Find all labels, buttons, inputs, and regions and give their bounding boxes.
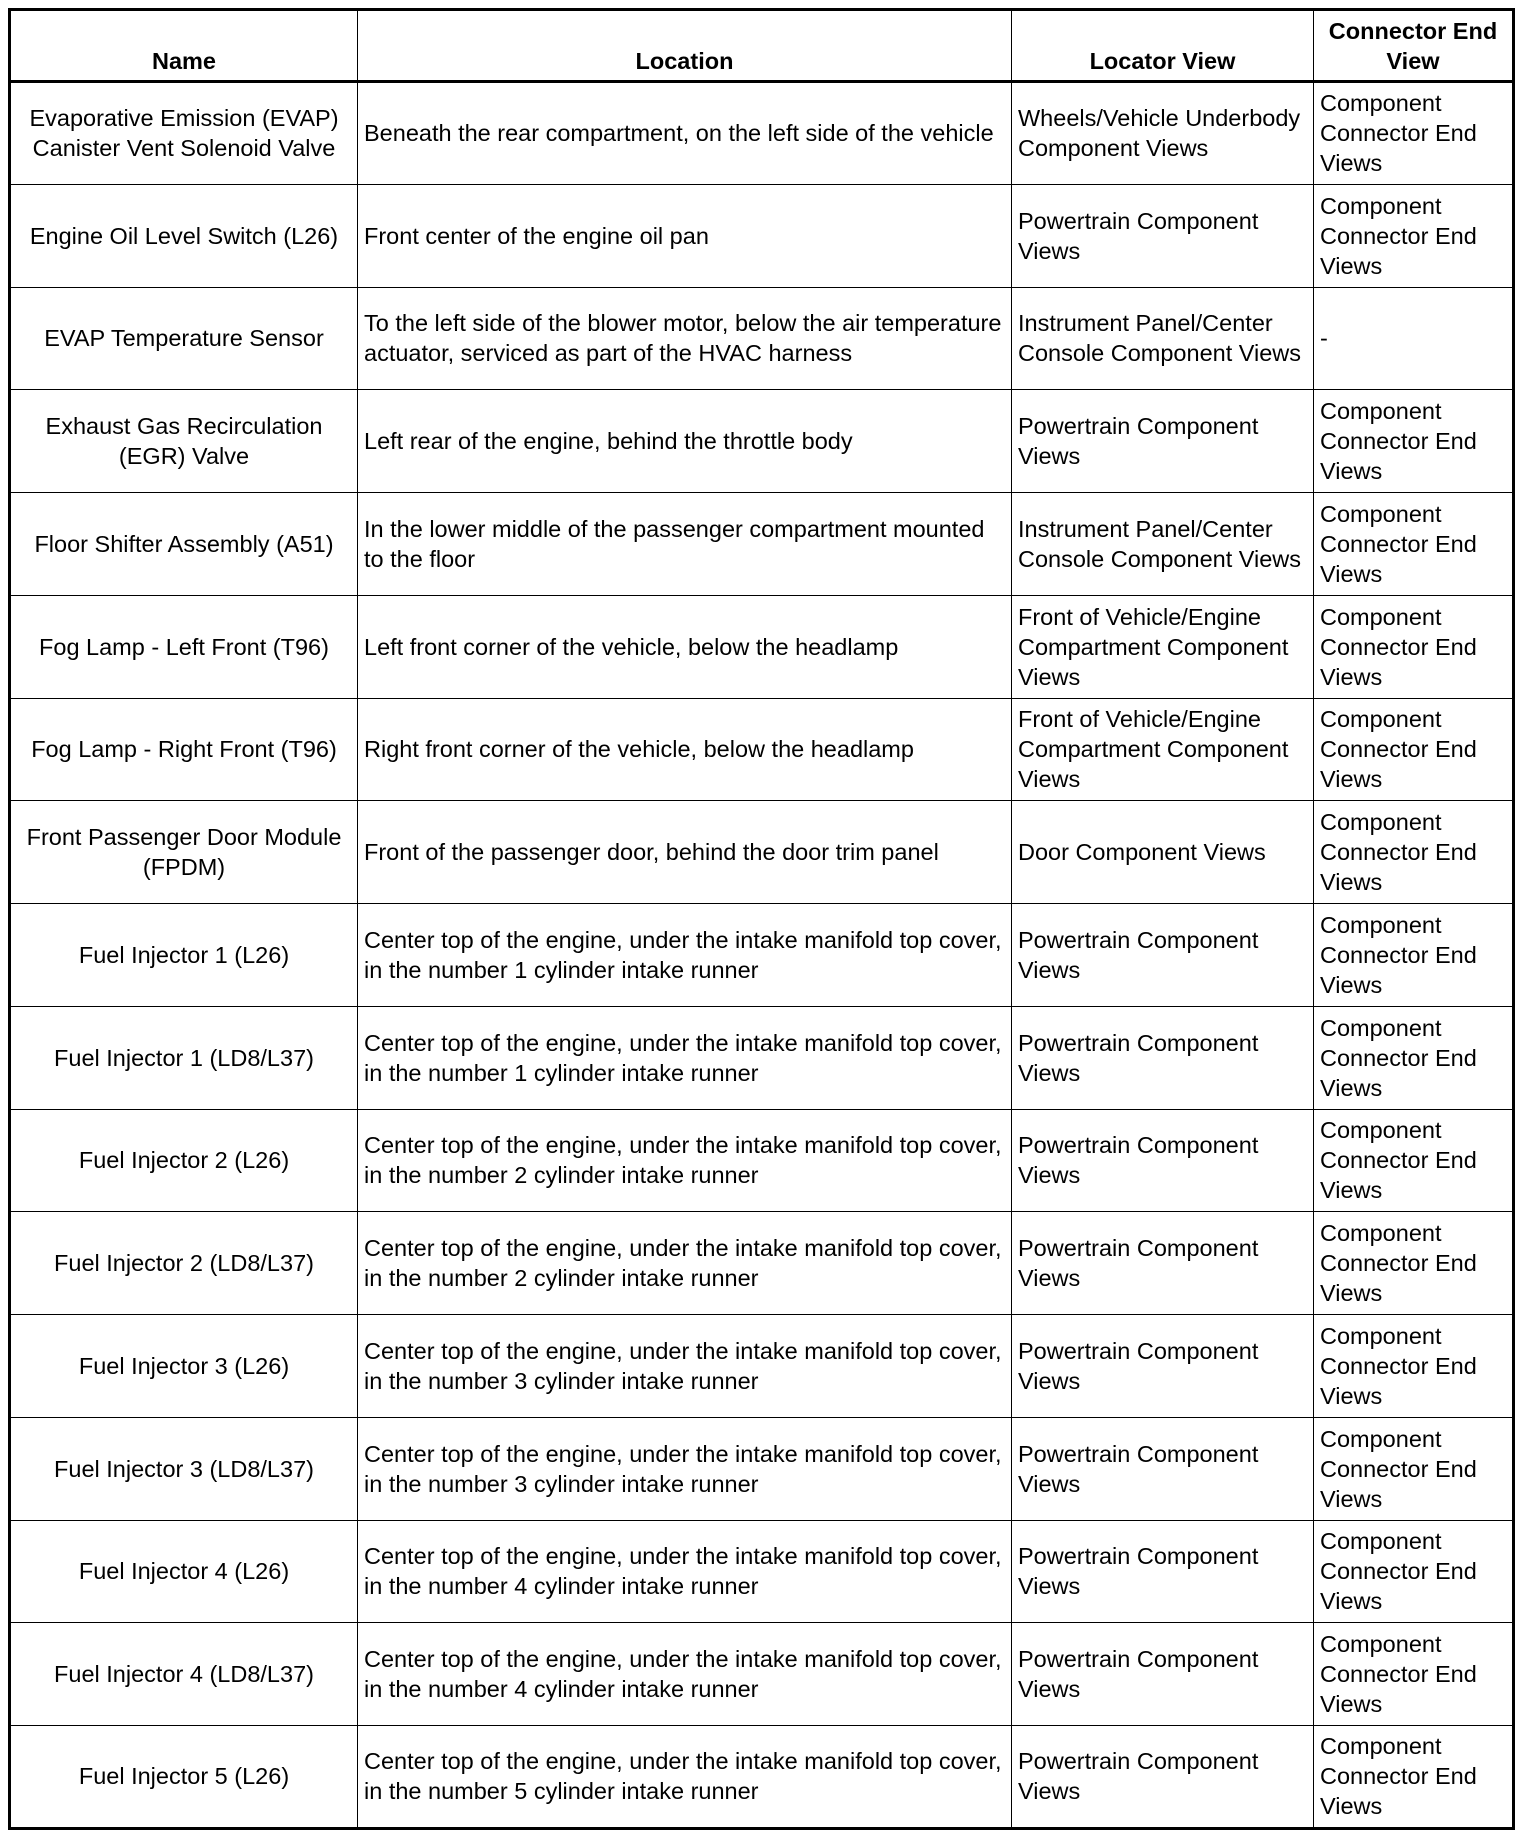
cell-locator-view: Powertrain Component Views xyxy=(1012,1417,1314,1520)
cell-location: Center top of the engine, under the intake manifold top cover, in the number 5 cylinder intake runner xyxy=(358,1726,1012,1829)
cell-location: Center top of the engine, under the intake manifold top cover, in the number 1 cylinder intake runner xyxy=(358,1006,1012,1109)
cell-name: Fuel Injector 1 (L26) xyxy=(10,904,358,1007)
table-row xyxy=(10,904,1514,1007)
table-row xyxy=(10,1315,1514,1418)
table-row xyxy=(10,493,1514,596)
table-row xyxy=(10,184,1514,287)
table-row xyxy=(10,287,1514,390)
table-row xyxy=(10,1726,1514,1829)
cell-location: To the left side of the blower motor, below the air temperature actuator, serviced as part of the HVAC harness xyxy=(358,287,1012,390)
cell-connector-end-view: Component Connector End Views xyxy=(1314,82,1514,185)
component-locator-table xyxy=(8,8,1515,1830)
cell-name: Fuel Injector 1 (LD8/L37) xyxy=(10,1006,358,1109)
table-body xyxy=(10,82,1514,1829)
cell-connector-end-view: Component Connector End Views xyxy=(1314,1726,1514,1829)
cell-name: Fuel Injector 4 (LD8/L37) xyxy=(10,1623,358,1726)
cell-locator-view: Door Component Views xyxy=(1012,801,1314,904)
cell-locator-view: Front of Vehicle/Engine Compartment Component Views xyxy=(1012,698,1314,801)
header-connector-end-view: Connector End View xyxy=(1314,10,1514,82)
cell-location: Right front corner of the vehicle, below the headlamp xyxy=(358,698,1012,801)
table-row xyxy=(10,1520,1514,1623)
cell-locator-view: Powertrain Component Views xyxy=(1012,1520,1314,1623)
table-row xyxy=(10,82,1514,185)
cell-name: Fuel Injector 2 (L26) xyxy=(10,1109,358,1212)
cell-connector-end-view: Component Connector End Views xyxy=(1314,1520,1514,1623)
cell-locator-view: Powertrain Component Views xyxy=(1012,1623,1314,1726)
cell-connector-end-view: Component Connector End Views xyxy=(1314,390,1514,493)
header-location: Location xyxy=(358,10,1012,82)
cell-connector-end-view: Component Connector End Views xyxy=(1314,1212,1514,1315)
cell-location: Left front corner of the vehicle, below the headlamp xyxy=(358,595,1012,698)
cell-location: Center top of the engine, under the intake manifold top cover, in the number 3 cylinder intake runner xyxy=(358,1315,1012,1418)
cell-name: Engine Oil Level Switch (L26) xyxy=(10,184,358,287)
cell-locator-view: Powertrain Component Views xyxy=(1012,1109,1314,1212)
cell-location: Center top of the engine, under the intake manifold top cover, in the number 3 cylinder intake runner xyxy=(358,1417,1012,1520)
cell-connector-end-view: Component Connector End Views xyxy=(1314,698,1514,801)
table-row xyxy=(10,595,1514,698)
cell-name: Fog Lamp - Right Front (T96) xyxy=(10,698,358,801)
cell-location: Center top of the engine, under the intake manifold top cover, in the number 2 cylinder intake runner xyxy=(358,1212,1012,1315)
cell-connector-end-view: Component Connector End Views xyxy=(1314,904,1514,1007)
cell-connector-end-view: Component Connector End Views xyxy=(1314,1417,1514,1520)
cell-locator-view: Front of Vehicle/Engine Compartment Component Views xyxy=(1012,595,1314,698)
table-row xyxy=(10,801,1514,904)
cell-connector-end-view: Component Connector End Views xyxy=(1314,1623,1514,1726)
cell-connector-end-view: Component Connector End Views xyxy=(1314,1006,1514,1109)
cell-locator-view: Instrument Panel/Center Console Component Views xyxy=(1012,287,1314,390)
cell-location: Front center of the engine oil pan xyxy=(358,184,1012,287)
cell-name: Exhaust Gas Recirculation (EGR) Valve xyxy=(10,390,358,493)
cell-name: Fuel Injector 3 (L26) xyxy=(10,1315,358,1418)
table-row xyxy=(10,698,1514,801)
cell-location: Beneath the rear compartment, on the left side of the vehicle xyxy=(358,82,1012,185)
cell-locator-view: Powertrain Component Views xyxy=(1012,904,1314,1007)
cell-location: Center top of the engine, under the intake manifold top cover, in the number 4 cylinder intake runner xyxy=(358,1520,1012,1623)
cell-connector-end-view: Component Connector End Views xyxy=(1314,1315,1514,1418)
cell-name: Fog Lamp - Left Front (T96) xyxy=(10,595,358,698)
cell-name: Fuel Injector 2 (LD8/L37) xyxy=(10,1212,358,1315)
cell-locator-view: Powertrain Component Views xyxy=(1012,1315,1314,1418)
cell-location: Front of the passenger door, behind the door trim panel xyxy=(358,801,1012,904)
cell-locator-view: Powertrain Component Views xyxy=(1012,390,1314,493)
document-page xyxy=(8,8,1512,1830)
cell-location: Center top of the engine, under the intake manifold top cover, in the number 2 cylinder intake runner xyxy=(358,1109,1012,1212)
cell-connector-end-view: Component Connector End Views xyxy=(1314,801,1514,904)
header-row xyxy=(10,10,1514,82)
cell-connector-end-view: Component Connector End Views xyxy=(1314,184,1514,287)
header-name: Name xyxy=(10,10,358,82)
cell-locator-view: Powertrain Component Views xyxy=(1012,184,1314,287)
cell-locator-view: Instrument Panel/Center Console Component Views xyxy=(1012,493,1314,596)
cell-location: In the lower middle of the passenger compartment mounted to the floor xyxy=(358,493,1012,596)
cell-locator-view: Wheels/Vehicle Underbody Component Views xyxy=(1012,82,1314,185)
cell-connector-end-view: - xyxy=(1314,287,1514,390)
cell-locator-view: Powertrain Component Views xyxy=(1012,1212,1314,1315)
cell-name: Floor Shifter Assembly (A51) xyxy=(10,493,358,596)
table-row xyxy=(10,1623,1514,1726)
cell-location: Center top of the engine, under the intake manifold top cover, in the number 1 cylinder intake runner xyxy=(358,904,1012,1007)
cell-name: Fuel Injector 5 (L26) xyxy=(10,1726,358,1829)
header-locator-view: Locator View xyxy=(1012,10,1314,82)
table-row xyxy=(10,1212,1514,1315)
cell-name: Front Passenger Door Module (FPDM) xyxy=(10,801,358,904)
cell-connector-end-view: Component Connector End Views xyxy=(1314,493,1514,596)
table-row xyxy=(10,390,1514,493)
cell-name: Fuel Injector 3 (LD8/L37) xyxy=(10,1417,358,1520)
cell-location: Center top of the engine, under the intake manifold top cover, in the number 4 cylinder intake runner xyxy=(358,1623,1012,1726)
cell-connector-end-view: Component Connector End Views xyxy=(1314,595,1514,698)
table-row xyxy=(10,1417,1514,1520)
cell-location: Left rear of the engine, behind the throttle body xyxy=(358,390,1012,493)
table-header xyxy=(10,10,1514,82)
table-row xyxy=(10,1109,1514,1212)
cell-name: Evaporative Emission (EVAP) Canister Vent Solenoid Valve xyxy=(10,82,358,185)
cell-name: EVAP Temperature Sensor xyxy=(10,287,358,390)
cell-locator-view: Powertrain Component Views xyxy=(1012,1006,1314,1109)
cell-connector-end-view: Component Connector End Views xyxy=(1314,1109,1514,1212)
cell-name: Fuel Injector 4 (L26) xyxy=(10,1520,358,1623)
cell-locator-view: Powertrain Component Views xyxy=(1012,1726,1314,1829)
table-row xyxy=(10,1006,1514,1109)
